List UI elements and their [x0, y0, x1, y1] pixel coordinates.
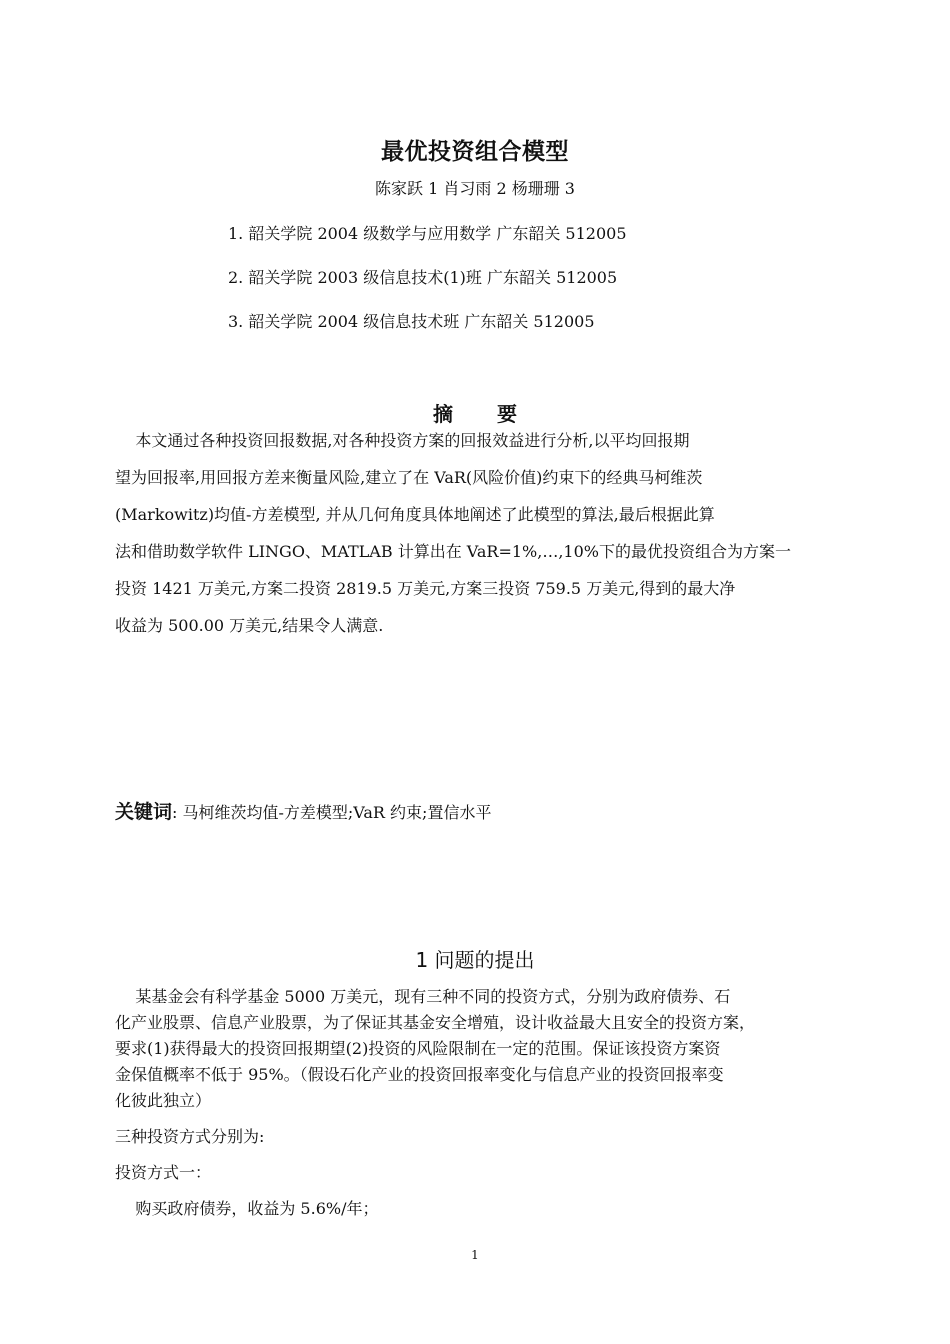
keywords — [115, 797, 491, 824]
body-line: 投资方式一： — [115, 1163, 212, 1182]
abstract-line: 投资 1421 万美元,方案二投资 2819.5 万美元,方案三投资 759.5 万美元,得到的最大净 — [115, 579, 736, 598]
body-line: 某基金会有科学基金 5000 万美元，现有三种不同的投资方式，分别为政府债券、石 — [115, 987, 731, 1006]
body-line: 化产业股票、信息产业股票，为了保证其基金安全增殖，设计收益最大且安全的投资方案， — [115, 1013, 756, 1032]
affiliation-3: 3. 韶关学院 2004 级信息技术班 广东韶关 512005 — [228, 312, 595, 331]
abstract-line: (Markowitz)均值-方差模型, 并从几何角度具体地阐述了此模型的算法,最后根据此算 — [115, 505, 715, 524]
section-heading: 1 问题的提出 — [415, 948, 535, 972]
page-number: 1 — [471, 1248, 479, 1262]
abstract-line: 收益为 500.00 万美元,结果令人满意. — [115, 616, 384, 635]
affiliation-2: 2. 韶关学院 2003 级信息技术(1)班 广东韶关 512005 — [228, 268, 618, 287]
keywords-label: 关键词 — [115, 801, 173, 823]
paper-title: 最优投资组合模型 — [381, 139, 569, 165]
body-line: 要求(1)获得最大的投资回报期望(2)投资的风险限制在一定的范围。保证该投资方案资 — [115, 1039, 721, 1058]
abstract-line: 望为回报率,用回报方差来衡量风险,建立了在 VaR(风险价值)约束下的经典马柯维茨 — [115, 468, 703, 487]
keywords-text: : 马柯维茨均值-方差模型;VaR 约束;置信水平 — [172, 803, 492, 822]
abstract-line: 法和借助数学软件 LINGO、MATLAB 计算出在 VaR=1%,…,10%下的最优投资组合为方案一 — [115, 542, 791, 561]
body-line: 金保值概率不低于 95%。（假设石化产业的投资回报率变化与信息产业的投资回报率变 — [115, 1065, 724, 1084]
body-line: 三种投资方式分别为: — [115, 1127, 265, 1146]
author-list: 陈家跃 1 肖习雨 2 杨珊珊 3 — [375, 179, 575, 198]
body-line: 购买政府债券，收益为 5.6%/年； — [115, 1199, 379, 1218]
body-line: 化彼此独立） — [115, 1091, 212, 1110]
abstract-heading: 摘要 — [433, 402, 561, 426]
affiliation-1: 1. 韶关学院 2004 级数学与应用数学 广东韶关 512005 — [228, 224, 627, 243]
abstract-line: 本文通过各种投资回报数据,对各种投资方案的回报效益进行分析,以平均回报期 — [115, 431, 690, 450]
